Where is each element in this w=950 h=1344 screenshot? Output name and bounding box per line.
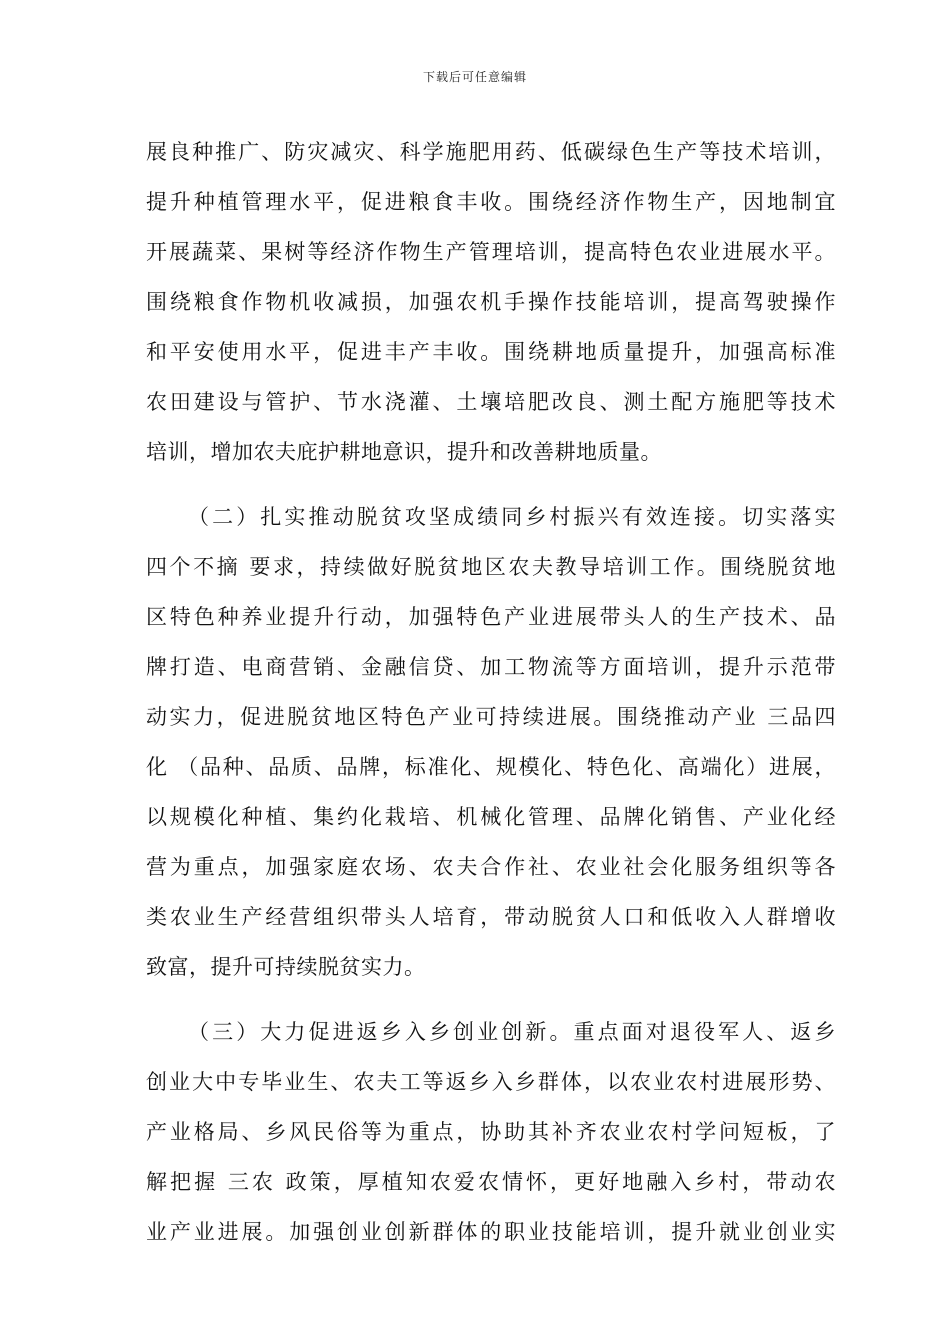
- text-line: 展良种推广、防灾减灾、科学施肥用药、低碳绿色生产等技术培训，: [146, 140, 836, 164]
- text-line: （三）大力促进返乡入乡创业创新。重点面对退役军人、返乡: [188, 1020, 836, 1044]
- text-line: 区特色种养业提升行动，加强特色产业进展带头人的生产技术、品: [146, 605, 836, 629]
- document-body: [146, 127, 836, 1257]
- text-line: 四个不摘 要求，持续做好脱贫地区农夫教导培训工作。围绕脱贫地: [146, 555, 836, 579]
- text-line: 类农业生产经营组织带头人培育，带动脱贫人口和低收入人群增收: [146, 905, 836, 929]
- text-line: 化 （品种、品质、品牌，标准化、规模化、特色化、高端化）进展，: [146, 755, 836, 779]
- paragraph-gap: [146, 477, 836, 492]
- text-line: 农田建设与管护、节水浇灌、土壤培肥改良、测土配方施肥等技术: [146, 390, 836, 414]
- paragraph-3: [146, 1007, 836, 1257]
- text-line: 开展蔬菜、果树等经济作物生产管理培训，提高特色农业进展水平。: [146, 240, 836, 264]
- text-line: 和平安使用水平，促进丰产丰收。围绕耕地质量提升，加强高标准: [146, 340, 836, 364]
- text-line: 创业大中专毕业生、农夫工等返乡入乡群体，以农业农村进展形势、: [146, 1070, 836, 1094]
- text-line: 解把握 三农 政策，厚植知农爱农情怀，更好地融入乡村，带动农: [146, 1170, 836, 1194]
- text-line: 提升种植管理水平，促进粮食丰收。围绕经济作物生产，因地制宜: [146, 190, 836, 214]
- page-header: 下载后可任意编辑: [422, 70, 527, 84]
- text-line: 致富，提升可持续脱贫实力。: [146, 955, 426, 979]
- text-line: 业产业进展。加强创业创新群体的职业技能培训，提升就业创业实: [146, 1220, 836, 1244]
- paragraph-2: [146, 492, 836, 992]
- paragraph-gap: [146, 992, 836, 1007]
- text-line: 产业格局、乡风民俗等为重点，协助其补齐农业农村学问短板，了: [146, 1120, 836, 1144]
- text-line: 培训，增加农夫庇护耕地意识，提升和改善耕地质量。: [146, 440, 662, 464]
- text-line: （二）扎实推动脱贫攻坚成绩同乡村振兴有效连接。切实落实: [188, 505, 836, 529]
- paragraph-1: [146, 127, 836, 477]
- text-line: 牌打造、电商营销、金融信贷、加工物流等方面培训，提升示范带: [146, 655, 836, 679]
- text-line: 动实力，促进脱贫地区特色产业可持续进展。围绕推动产业 三品四: [146, 705, 836, 729]
- text-line: 营为重点，加强家庭农场、农夫合作社、农业社会化服务组织等各: [146, 855, 836, 879]
- text-line: 以规模化种植、集约化栽培、机械化管理、品牌化销售、产业化经: [146, 805, 836, 829]
- text-line: 围绕粮食作物机收减损，加强农机手操作技能培训，提高驾驶操作: [146, 290, 836, 314]
